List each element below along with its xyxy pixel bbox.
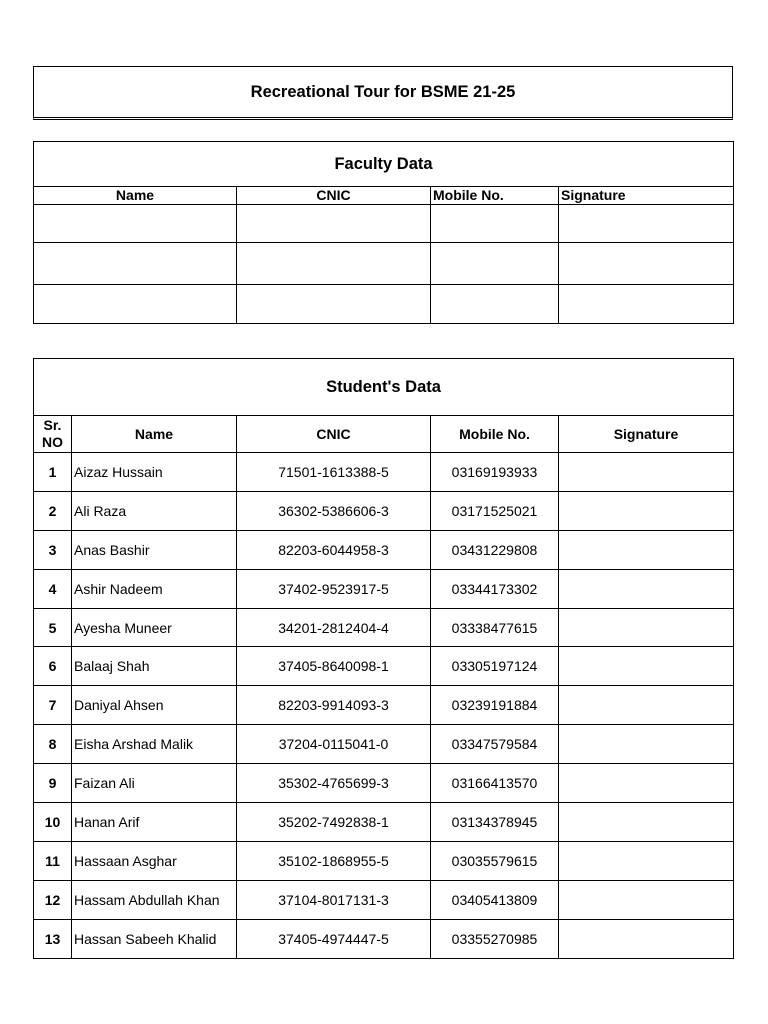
faculty-row xyxy=(34,243,734,285)
faculty-mobile-cell[interactable] xyxy=(431,243,559,285)
student-cnic-cell: 37405-8640098-1 xyxy=(237,647,431,686)
student-sr-cell: 7 xyxy=(34,686,72,725)
table-row xyxy=(34,491,734,530)
students-heading-row xyxy=(34,359,734,416)
faculty-col-name: Name xyxy=(34,187,237,205)
student-name-cell: Ashir Nadeem xyxy=(72,569,237,608)
faculty-cnic-cell[interactable] xyxy=(237,285,431,324)
student-mobile-cell: 03355270985 xyxy=(431,919,559,958)
student-signature-cell[interactable] xyxy=(559,764,734,803)
students-header-row xyxy=(34,416,734,453)
student-sr-cell: 8 xyxy=(34,725,72,764)
student-signature-cell[interactable] xyxy=(559,880,734,919)
student-mobile-cell: 03405413809 xyxy=(431,880,559,919)
student-cnic-cell: 35202-7492838-1 xyxy=(237,803,431,842)
student-name-cell: Aizaz Hussain xyxy=(72,453,237,492)
student-sr-cell: 5 xyxy=(34,608,72,647)
student-cnic-cell: 37204-0115041-0 xyxy=(237,725,431,764)
table-row xyxy=(34,803,734,842)
faculty-col-mobile: Mobile No. xyxy=(431,187,559,205)
student-sr-cell: 4 xyxy=(34,569,72,608)
faculty-mobile-cell[interactable] xyxy=(431,205,559,243)
student-name-cell: Anas Bashir xyxy=(72,530,237,569)
student-mobile-cell: 03134378945 xyxy=(431,803,559,842)
student-cnic-cell: 34201-2812404-4 xyxy=(237,608,431,647)
students-col-sr xyxy=(34,416,72,453)
student-mobile-cell: 03338477615 xyxy=(431,608,559,647)
student-sr-cell: 3 xyxy=(34,530,72,569)
student-sr-cell: 13 xyxy=(34,919,72,958)
student-mobile-cell: 03166413570 xyxy=(431,764,559,803)
student-sr-cell: 2 xyxy=(34,491,72,530)
students-heading: Student's Data xyxy=(34,359,734,416)
student-cnic-cell: 82203-9914093-3 xyxy=(237,686,431,725)
student-cnic-cell: 35102-1868955-5 xyxy=(237,841,431,880)
faculty-signature-cell[interactable] xyxy=(559,243,734,285)
student-sr-cell: 11 xyxy=(34,841,72,880)
student-cnic-cell: 71501-1613388-5 xyxy=(237,453,431,492)
table-row xyxy=(34,453,734,492)
students-col-cnic: CNIC xyxy=(237,416,431,453)
students-col-signature: Signature xyxy=(559,416,734,453)
document-title xyxy=(33,66,733,120)
student-signature-cell[interactable] xyxy=(559,491,734,530)
student-signature-cell[interactable] xyxy=(559,569,734,608)
student-name-cell: Hanan Arif xyxy=(72,803,237,842)
student-name-cell: Ali Raza xyxy=(72,491,237,530)
student-signature-cell[interactable] xyxy=(559,453,734,492)
student-cnic-cell: 37104-8017131-3 xyxy=(237,880,431,919)
students-col-name: Name xyxy=(72,416,237,453)
student-mobile-cell: 03171525021 xyxy=(431,491,559,530)
students-table xyxy=(33,358,734,959)
student-mobile-cell: 03431229808 xyxy=(431,530,559,569)
student-mobile-cell: 03169193933 xyxy=(431,453,559,492)
faculty-col-signature: Signature xyxy=(559,187,734,205)
student-signature-cell[interactable] xyxy=(559,686,734,725)
table-row xyxy=(34,841,734,880)
table-row xyxy=(34,764,734,803)
table-row xyxy=(34,647,734,686)
student-mobile-cell: 03305197124 xyxy=(431,647,559,686)
student-cnic-cell: 37405-4974447-5 xyxy=(237,919,431,958)
students-col-mobile: Mobile No. xyxy=(431,416,559,453)
students-col-sr-line1: Sr. xyxy=(43,417,62,433)
faculty-row xyxy=(34,205,734,243)
students-col-sr-line2: NO xyxy=(42,434,63,450)
student-name-cell: Hassam Abdullah Khan xyxy=(72,880,237,919)
faculty-name-cell[interactable] xyxy=(34,205,237,243)
student-name-cell: Faizan Ali xyxy=(72,764,237,803)
student-signature-cell[interactable] xyxy=(559,803,734,842)
faculty-row xyxy=(34,285,734,324)
student-cnic-cell: 82203-6044958-3 xyxy=(237,530,431,569)
faculty-header-row xyxy=(34,187,734,205)
student-sr-cell: 9 xyxy=(34,764,72,803)
student-signature-cell[interactable] xyxy=(559,725,734,764)
student-mobile-cell: 03035579615 xyxy=(431,841,559,880)
student-signature-cell[interactable] xyxy=(559,919,734,958)
faculty-signature-cell[interactable] xyxy=(559,285,734,324)
student-sr-cell: 12 xyxy=(34,880,72,919)
table-row xyxy=(34,880,734,919)
faculty-table xyxy=(33,141,734,324)
faculty-cnic-cell[interactable] xyxy=(237,243,431,285)
faculty-heading-row xyxy=(34,142,734,187)
student-sr-cell: 10 xyxy=(34,803,72,842)
table-row xyxy=(34,686,734,725)
faculty-name-cell[interactable] xyxy=(34,243,237,285)
faculty-heading: Faculty Data xyxy=(34,142,734,187)
table-row xyxy=(34,569,734,608)
document-title-text: Recreational Tour for BSME 21-25 xyxy=(250,82,516,101)
student-name-cell: Hassaan Asghar xyxy=(72,841,237,880)
faculty-col-cnic: CNIC xyxy=(237,187,431,205)
student-cnic-cell: 36302-5386606-3 xyxy=(237,491,431,530)
table-row xyxy=(34,919,734,958)
student-sr-cell: 1 xyxy=(34,453,72,492)
student-name-cell: Hassan Sabeeh Khalid xyxy=(72,919,237,958)
student-name-cell: Eisha Arshad Malik xyxy=(72,725,237,764)
table-row xyxy=(34,608,734,647)
student-cnic-cell: 35302-4765699-3 xyxy=(237,764,431,803)
student-signature-cell[interactable] xyxy=(559,841,734,880)
student-name-cell: Ayesha Muneer xyxy=(72,608,237,647)
student-mobile-cell: 03239191884 xyxy=(431,686,559,725)
student-name-cell: Daniyal Ahsen xyxy=(72,686,237,725)
faculty-mobile-cell[interactable] xyxy=(431,285,559,324)
faculty-cnic-cell[interactable] xyxy=(237,205,431,243)
student-signature-cell[interactable] xyxy=(559,647,734,686)
student-sr-cell: 6 xyxy=(34,647,72,686)
table-row xyxy=(34,530,734,569)
student-signature-cell[interactable] xyxy=(559,530,734,569)
table-row xyxy=(34,725,734,764)
student-mobile-cell: 03344173302 xyxy=(431,569,559,608)
faculty-name-cell[interactable] xyxy=(34,285,237,324)
student-name-cell: Balaaj Shah xyxy=(72,647,237,686)
faculty-signature-cell[interactable] xyxy=(559,205,734,243)
student-signature-cell[interactable] xyxy=(559,608,734,647)
student-cnic-cell: 37402-9523917-5 xyxy=(237,569,431,608)
student-mobile-cell: 03347579584 xyxy=(431,725,559,764)
